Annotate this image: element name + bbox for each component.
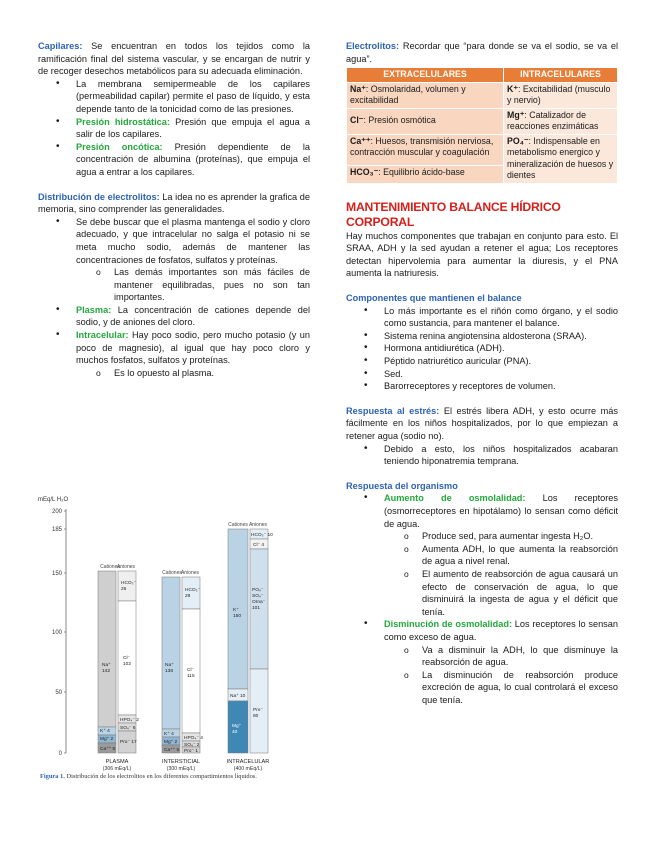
ion-label: Na⁺ (350, 83, 366, 94)
list-item (38, 216, 310, 266)
list-item (38, 329, 310, 367)
list-item: • Barorreceptores y receptores de volumen. (346, 380, 618, 393)
bullet-text: Los receptores (osmorreceptores en hipotálamo) lo sensan como déficit de agua. (384, 493, 618, 529)
list-item (38, 304, 310, 329)
bullet-label: Plasma: (76, 304, 112, 315)
anion-label: SO₄⁻ 6 (120, 726, 136, 731)
bullet-text: Los receptores lo sensan como exceso de agua. (384, 619, 618, 642)
y-tick-label: 50 (55, 690, 62, 696)
list-item: • Lo más importante es el riñón como órgano, y el sodio como sustancia, para mantener el balance. (346, 305, 618, 330)
cation-label: K⁺ 150 (233, 608, 242, 619)
table-header: EXTRACELULARES (347, 68, 504, 83)
bullet-text: Presión dependiente de la concentración de albumina (proteínas), que empuja el agua a entrar a los capilares. (76, 141, 310, 177)
cation-label: Mg⁺ 40 (232, 724, 242, 735)
electrolitos-paragraph (346, 40, 618, 65)
bullet-text: Se debe buscar que el plasma mantenga el sodio y cloro adecuado, y que intracelular no salga el potasio ni se meta mucho sodio, además de mantener las concentraciones de fosfatos, sulfatos y proteínas. (76, 216, 310, 265)
y-unit-label: mEq/L H₂O (38, 497, 69, 503)
organismo-list (346, 492, 618, 706)
table-cell (347, 166, 504, 184)
table-cell (347, 82, 504, 108)
anion-label: Cl⁻ 102 (123, 656, 132, 667)
table-header-row (347, 68, 618, 83)
ion-label: HCO₃⁻ (350, 167, 379, 178)
sub-list-item: o Aumenta ADH, lo que aumenta la reabsorción de agua a nivel renal. (346, 543, 618, 568)
y-tick-label: 0 (58, 751, 62, 757)
anion-label: Pro⁻ 80 (253, 708, 263, 719)
y-tick-label: 150 (51, 571, 62, 577)
list-item: • Debido a esto, los niños hospitalizados acabaran teniendo hiponatremia temprana. (346, 443, 618, 468)
table-cell (504, 82, 618, 108)
aniones-label: Aniones (248, 522, 268, 528)
ion-label: PO₄⁻ (507, 135, 529, 146)
estres-paragraph (346, 405, 618, 443)
estres-list (346, 443, 618, 468)
distribucion-paragraph (38, 191, 310, 216)
organismo-title: Respuesta del organismo (346, 480, 458, 491)
distribucion-list (38, 216, 310, 380)
electrolyte-distribution-figure (36, 486, 326, 786)
bullet-label: Intracelular: (76, 330, 129, 341)
capilares-list (38, 78, 310, 179)
bullet-text: La membrana semipermeable de los capilares (permeabilidad capilar) permite el paso de líquido, y esta depende tanto de la tonicidad como de las presiones. (76, 78, 310, 114)
ion-text: : Catalizador de reacciones enzimáticas (507, 109, 599, 132)
sub-list-item (38, 367, 310, 380)
distribucion-text: La idea no es aprender la grafica de memoria, sino comprender las generalidades. (38, 191, 311, 215)
aniones-label: Aniones (180, 570, 200, 576)
figure-caption (40, 773, 257, 780)
sub-list-item (38, 266, 310, 304)
y-tick-label: 200 (51, 509, 62, 515)
anion-label: HCO₃⁻ 28 (185, 588, 201, 599)
distribucion-title: Distribución de electrolitos: (38, 191, 160, 202)
cation-label: K⁺ 4 (100, 729, 110, 734)
capilares-title: Capilares: (38, 41, 83, 51)
cation-label: Ca⁺⁺ 5 (100, 747, 116, 752)
bullet-text: La concentración de cationes depende del sodio, y de aniones del cloro. (76, 304, 310, 328)
capilares-paragraph (38, 40, 310, 78)
anion-label: Cl⁻ 4 (253, 543, 265, 548)
left-column (38, 40, 310, 379)
cationes-label: Cationes (228, 522, 248, 528)
compartment-total: (306 mEq/L) (102, 766, 132, 772)
plasma-column (98, 564, 139, 772)
table-row (347, 134, 618, 165)
table-header: INTRACELULARES (504, 68, 618, 83)
ion-text: : Osmolaridad, volumen y excitabilidad (350, 83, 466, 106)
compartment-total: (300 mEq/L) (166, 766, 196, 772)
bullet-label: Presión hidrostática: (76, 116, 170, 127)
intracelular-column (227, 522, 273, 772)
list-item (38, 141, 310, 179)
list-item (346, 618, 618, 643)
right-column (346, 40, 618, 706)
ion-label: Cl⁻ (350, 115, 364, 126)
anion-label: HCO₃⁻ 10 (251, 533, 273, 538)
capilares-text: Se encuentran en todos los tejidos como la ramificación final del sistema vascular, y se encargan de nutrir y de recoger desechos metabólicos para su adecuada eliminación. (38, 41, 310, 77)
cation-label: Mg⁺ 2 (100, 737, 114, 742)
cation-label: Na⁺ 142 (102, 663, 111, 674)
electrolitos-text: Recordar que “para donde se va el sodio, se va el agua”. (346, 41, 618, 64)
bullet-text: Presión que empuja el agua a salir de los capilares. (76, 116, 310, 140)
anion-label: Pro⁻ 1 (184, 749, 198, 754)
sub-bullet-text: Las demás importantes son más fáciles de mantener equilibradas, pues no son tan importantes. (114, 267, 310, 303)
componentes-list (346, 305, 618, 393)
componentes-title: Componentes que mantienen el balance (346, 293, 522, 304)
electrolitos-table (346, 67, 618, 184)
bullet-label: Presión oncótica: (76, 141, 163, 152)
mantenimiento-title: MANTENIMIENTO BALANCE HÍDRICO CORPORAL (346, 199, 561, 229)
estres-title: Respuesta al estrés: (346, 405, 440, 416)
cation-label: K⁺ 4 (164, 732, 174, 737)
ion-text: : Indispensable en metabolismo energico y mineralización de huesos y dientes (507, 135, 614, 181)
ion-text: : Huesos, transmisión nerviosa, contracción muscular y coagulación (350, 135, 494, 158)
anion-label: SO₄⁻ 2 (184, 743, 200, 748)
table-cell (347, 108, 504, 134)
figure-caption-text: Distribución de los electrolitos en los diferentes compartimientos líquidos. (64, 773, 257, 780)
electrolitos-title: Electrolitos: (346, 41, 400, 51)
anion-label: HPO₄⁻ 4 (184, 736, 203, 741)
mantenimiento-text: Hay muchos componentes que trabajan en conjunto para esto. El SRAA, ADH y la sed ayudan a retener el agua; Los receptores detectan hipervolemia para aumentar la diuresis, y el PNA aumenta la natriuresis. (346, 230, 618, 279)
ion-text: : Excitabilidad (musculo y nervio) (507, 83, 611, 106)
sub-list-item: o Va a disminuir la ADH, lo que disminuye la reabsorción de agua. (346, 644, 618, 669)
compartment-name: INTERSTICIAL (162, 759, 200, 765)
anion-label: HCO₃⁻ 26 (121, 581, 137, 592)
ion-label: K⁺ (507, 83, 518, 94)
sub-list-item: o El aumento de reabsorción de agua causará un efecto de conservación de agua, lo que disminuirá la ingesta de agua y el déficit que tenía. (346, 568, 618, 618)
table-cell (504, 134, 618, 183)
anion-label: PO₄⁻ SO₄⁻ Orna⁻ 101 (252, 588, 266, 611)
bullet-label: Disminución de osmolalidad: (384, 619, 513, 630)
anion-label: Pro⁻ 17 (120, 740, 137, 745)
aniones-label: Aniones (116, 564, 136, 570)
ion-text: : Presión osmótica (363, 115, 436, 126)
list-item: • Péptido natriurético auricular (PNA). (346, 355, 618, 368)
anion-label: HPO₄⁻ 2 (120, 718, 139, 723)
list-item: • Hormona antidiurética (ADH). (346, 342, 618, 355)
y-tick-label: 100 (51, 630, 62, 636)
figure-caption-label: Figura 1. (40, 773, 65, 780)
list-item (38, 116, 310, 141)
compartment-name: PLASMA (105, 759, 129, 765)
table-row (347, 82, 618, 108)
sub-bullet-text: Es lo opuesto al plasma. (114, 367, 215, 378)
list-item (38, 78, 310, 116)
cation-label: Ca⁺⁺ 5 (164, 748, 180, 753)
ion-text: : Equilibrio ácido-base (378, 167, 465, 178)
bullet-text: Hay poco sodio, pero mucho potasio (y un poco de magnesio), al igual que hay poco cloro y muchos fosfatos, sulfatos y proteínas. (76, 330, 310, 366)
table-row (347, 108, 618, 134)
table-cell (504, 108, 618, 134)
ion-label: Ca⁺⁺ (350, 135, 371, 146)
ion-label: Mg⁺ (507, 109, 525, 120)
cation-label: Na⁺ 138 (165, 663, 174, 674)
y-tick-label: 185 (51, 527, 62, 533)
sub-list-item: o Produce sed, para aumentar ingesta H₂O. (346, 530, 618, 543)
table-cell (347, 134, 504, 165)
estres-text: El estrés libera ADH, y esto ocurre más fácilmente en los niños hospitalizados, por lo que empiezan a retener agua (sodio no). (346, 405, 618, 441)
compartment-total: (400 mEq/L) (233, 766, 263, 772)
bullet-label: Aumento de osmolalidad: (384, 493, 526, 504)
cation-label: Na⁺ 10 (230, 694, 246, 699)
list-item (346, 492, 618, 530)
list-item: • Sistema renina angiotensina aldosterona (SRAA). (346, 330, 618, 343)
cationes-label: Cationes (100, 564, 120, 570)
cationes-label: Cationes (162, 570, 182, 576)
cation-label: Mg⁺ 2 (164, 740, 178, 745)
compartment-name: INTRACELULAR (226, 759, 270, 765)
intersticial-column (162, 570, 203, 772)
sub-list-item: o La disminución de reabsorción produce excreción de agua, lo cual controlará el exceso que tenía. (346, 669, 618, 707)
anion-label: Cl⁻ 115 (187, 668, 195, 679)
list-item: • Sed. (346, 368, 618, 381)
